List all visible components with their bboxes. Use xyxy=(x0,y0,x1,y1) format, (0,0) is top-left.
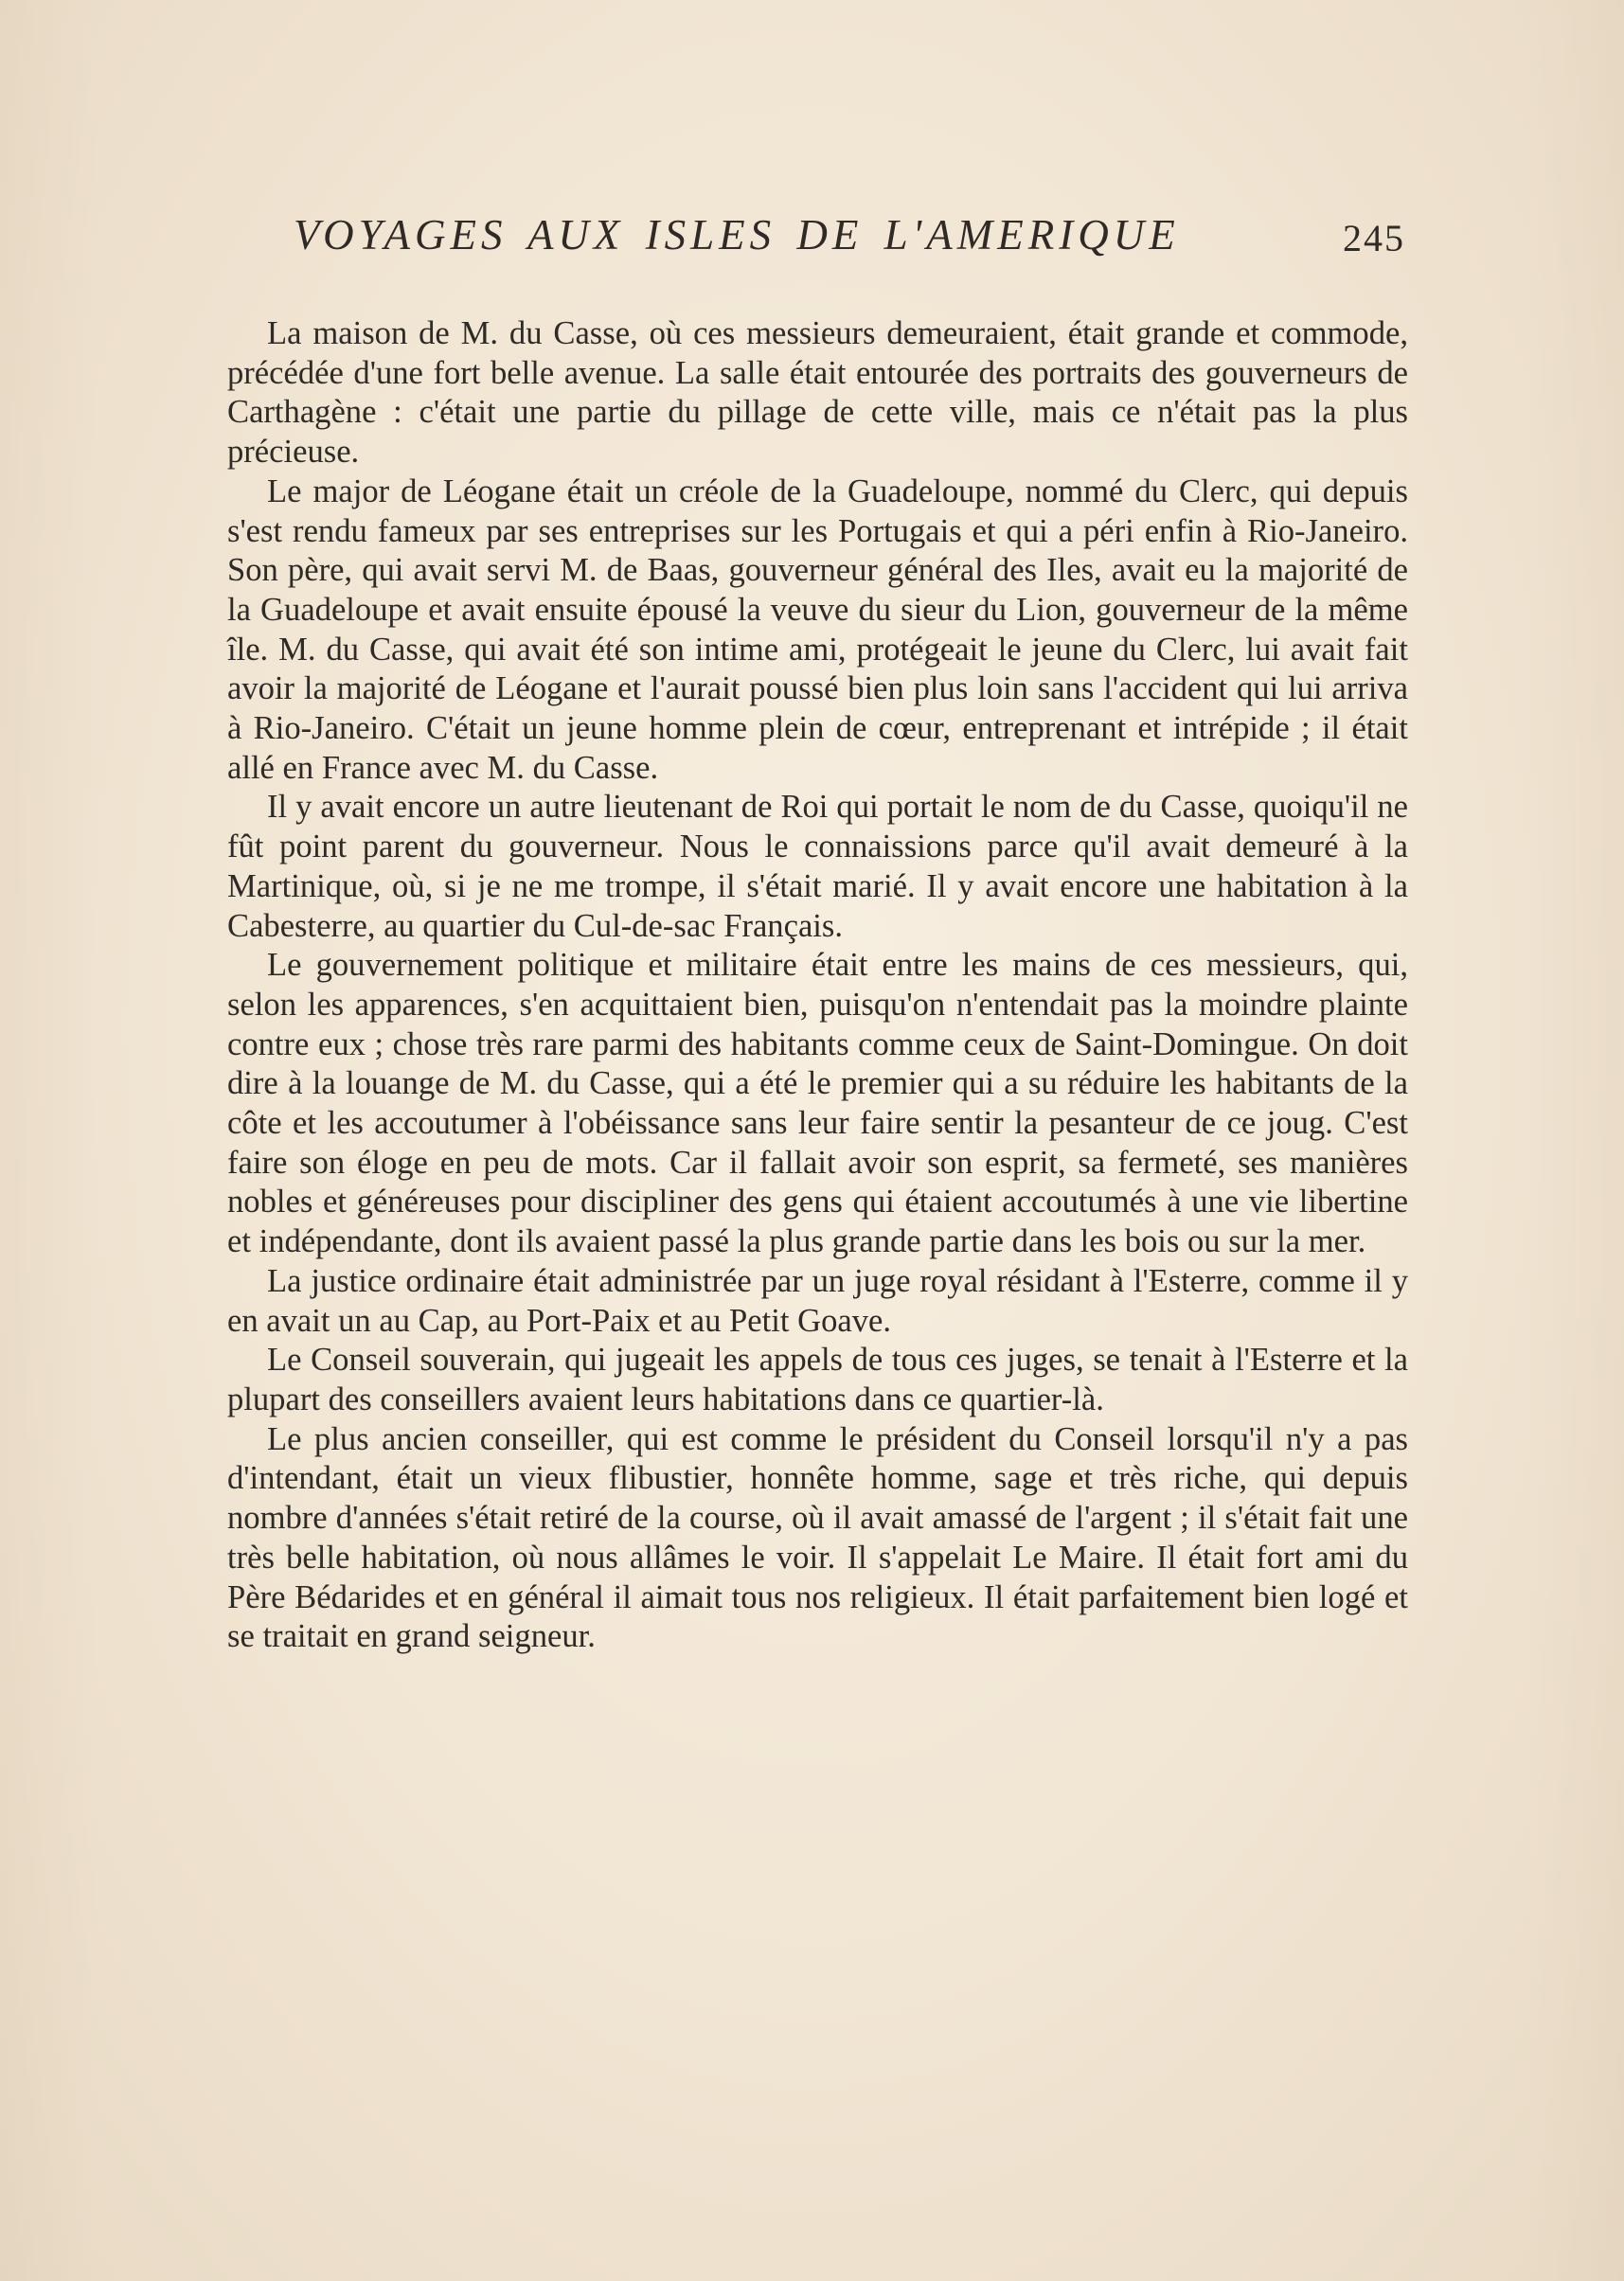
body-text xyxy=(227,314,1408,1657)
page-header xyxy=(294,210,1411,267)
paragraph: Il y avait encore un autre lieutenant de Roi qui portait le nom de du Casse, quoiqu'il ne fût point parent du gouverneur. Nous le connaissions parce qu'il avait demeuré à la Martinique, où, si je ne me trompe, il s'était marié. Il y avait encore une habitation à la Cabesterre, au quartier du Cul-de-sac Français. xyxy=(227,789,1408,944)
paragraph: La maison de M. du Casse, où ces messieurs demeuraient, était grande et commode, précédée d'une fort belle avenue. La salle était entourée des portraits des gouverneurs de Carthagène : c'était une partie du pillage de cette ville, mais ce n'était pas la plus précieuse. xyxy=(227,315,1408,471)
paragraph: Le Conseil souverain, qui jugeait les appels de tous ces juges, se tenait à l'Esterre et la plupart des conseillers avaient leurs habitations dans ce quartier-là. xyxy=(227,1342,1408,1417)
paragraph: Le plus ancien conseiller, qui est comme le président du Conseil lorsqu'il n'y a pas d'intendant, était un vieux flibustier, honnête homme, sage et très riche, qui depuis nombre d'années s'était retiré de la course, où il avait amassé de l'argent ; il s'était fait une très belle habitation, où nous allâmes le voir. Il s'appelait Le Maire. Il était fort ami du Père Bédarides et en général il aimait tous nos religieux. Il était parfaitement bien logé et se traitait en grand seigneur. xyxy=(227,1420,1408,1655)
page-number: 245 xyxy=(1343,217,1405,259)
paragraph: La justice ordinaire était administrée par un juge royal résidant à l'Esterre, comme il y en avait un au Cap, au Port-Paix et au Petit Goave. xyxy=(227,1262,1408,1339)
paragraph: Le gouvernement politique et militaire était entre les mains de ces messieurs, qui, selon les apparences, s'en acquittaient bien, puisqu'on n'entendait pas la moindre plainte contre eux ; chose très rare parmi des habitants comme ceux de Saint-Domingue. On doit dire à la louange de M. du Casse, qui a été le premier qui a su réduire les habitants de la côte et les accoutumer à l'obéissance sans leur faire sentir la pesanteur de ce joug. C'est faire son éloge en peu de mots. Car il fallait avoir son esprit, sa fermeté, ses manières nobles et généreuses pour discipliner des gens qui étaient accoutumés à une vie libertine et indépendante, dont ils avaient passé la plus grande partie dans les bois ou sur la mer. xyxy=(227,947,1408,1260)
paragraph: Le major de Léogane était un créole de la Guadeloupe, nommé du Clerc, qui depuis s'est rendu fameux par ses entreprises sur les Portugais et qui a péri enfin à Rio-Janeiro. Son père, qui avait servi M. de Baas, gouverneur général des Iles, avait eu la majorité de la Guadeloupe et avait ensuite épousé la veuve du sieur du Lion, gouverneur de la même île. M. du Casse, qui avait été son intime ami, protégeait le jeune du Clerc, lui avait fait avoir la majorité de Léogane et l'aurait poussé bien plus loin sans l'accident qui lui arriva à Rio-Janeiro. C'était un jeune homme plein de cœur, entreprenant et intrépide ; il était allé en France avec M. du Casse. xyxy=(227,472,1408,786)
running-title: VOYAGES AUX ISLES DE L'AMERIQUE xyxy=(294,211,1180,258)
